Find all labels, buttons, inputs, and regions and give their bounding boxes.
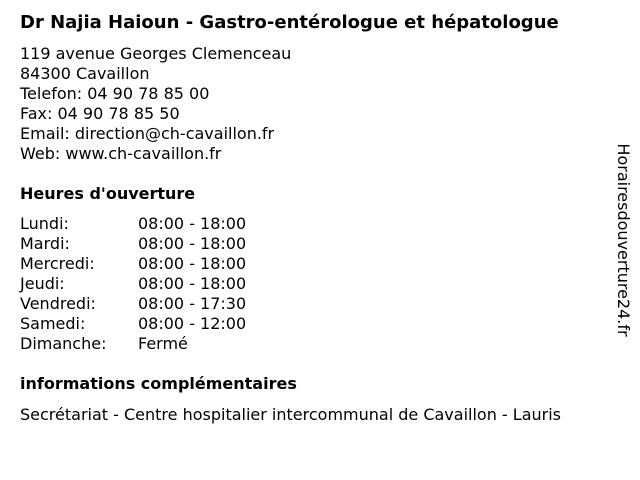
hours-time: 08:00 - 17:30	[138, 294, 247, 313]
address-city: 84300 Cavaillon	[20, 64, 150, 83]
site-watermark: Horairesdouverture24.fr	[614, 143, 633, 337]
hours-row	[20, 234, 246, 254]
hours-time: 08:00 - 18:00	[138, 234, 247, 253]
hours-row	[20, 334, 246, 354]
hours-time: Fermé	[138, 334, 188, 353]
hours-day: Jeudi:	[20, 274, 65, 293]
hours-time: 08:00 - 18:00	[138, 274, 247, 293]
hours-row	[20, 214, 246, 234]
fax-line: Fax: 04 90 78 85 50	[20, 104, 180, 123]
hours-day: Samedi:	[20, 314, 86, 333]
hours-row	[20, 274, 246, 294]
address-street: 119 avenue Georges Clemenceau	[20, 44, 292, 63]
hours-day: Lundi:	[20, 214, 69, 233]
contact-block	[20, 44, 291, 164]
hours-time: 08:00 - 12:00	[138, 314, 247, 333]
hours-day: Mardi:	[20, 234, 70, 253]
web-line: Web: www.ch-cavaillon.fr	[20, 144, 222, 163]
hours-row	[20, 254, 246, 274]
info-text: Secrétariat - Centre hospitalier intercommunal de Cavaillon - Lauris	[20, 405, 561, 424]
hours-row	[20, 314, 246, 334]
hours-heading: Heures d'ouverture	[20, 184, 196, 203]
hours-day: Mercredi:	[20, 254, 95, 273]
hours-table	[20, 214, 246, 354]
email-line: Email: direction@ch-cavaillon.fr	[20, 124, 275, 143]
page-title: Dr Najia Haioun - Gastro-entérologue et hépatologue	[20, 12, 559, 33]
hours-day: Vendredi:	[20, 294, 96, 313]
info-heading: informations complémentaires	[20, 374, 297, 393]
hours-time: 08:00 - 18:00	[138, 254, 247, 273]
hours-row	[20, 294, 246, 314]
phone-line: Telefon: 04 90 78 85 00	[20, 84, 210, 103]
hours-day: Dimanche:	[20, 334, 107, 353]
hours-time: 08:00 - 18:00	[138, 214, 247, 233]
